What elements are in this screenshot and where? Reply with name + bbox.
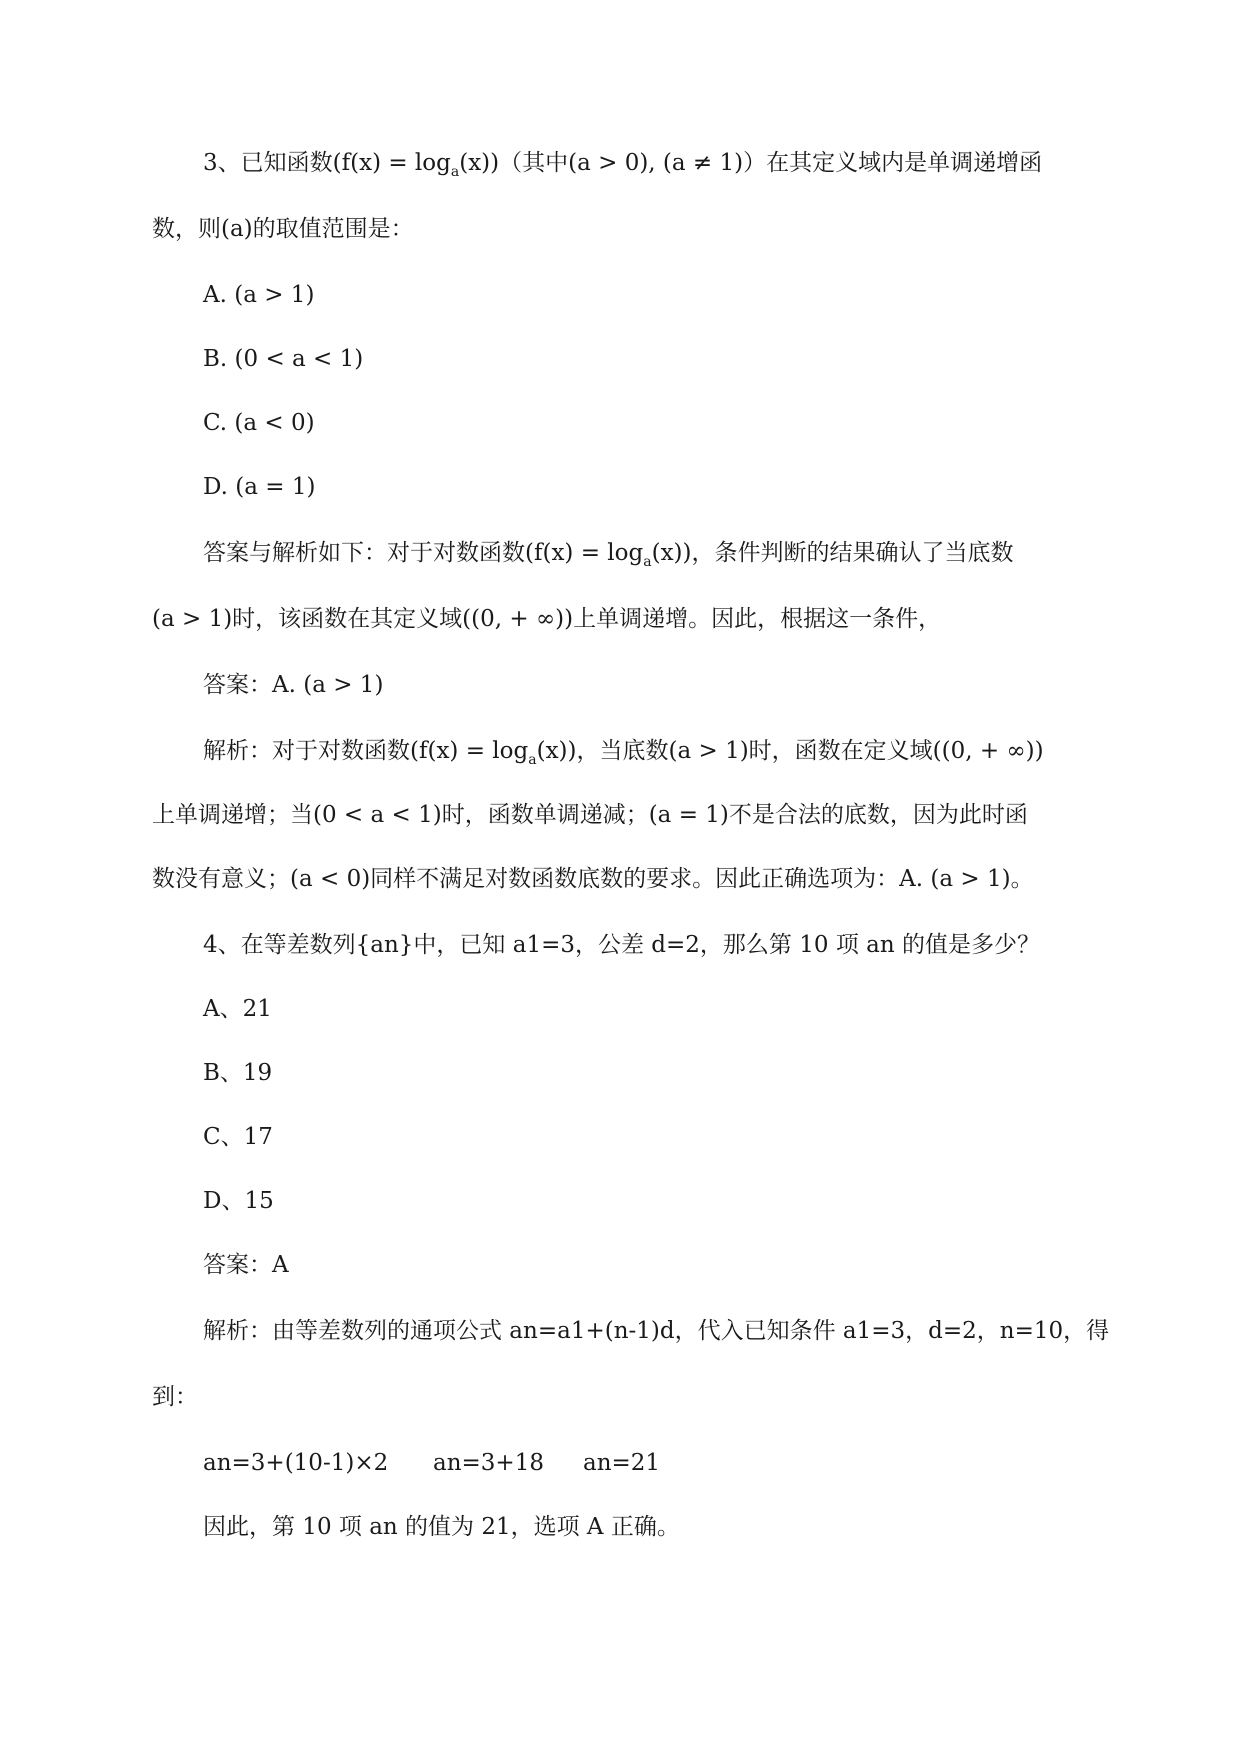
q3-option-d: D. (a = 1) xyxy=(203,474,316,500)
q4-step-3: an=21 xyxy=(583,1450,661,1476)
q3-option-a: A. (a > 1) xyxy=(203,282,315,308)
q3-question-line1: 3、已知函数$(f(x) = \log_a(x))$（其中(a > 0), (a ≠ 1)）在其定义域内是单调递增函 xyxy=(203,150,1043,180)
q3-explain-line2: (a > 1)时，该函数在其定义域((0, + ∞))上单调递增。因此，根据这一条件， xyxy=(152,606,942,632)
q3-analysis-line2: 上单调递增；当(0 < a < 1)时，函数单调递减；(a = 1)不是合法的底数，因为此时函 xyxy=(152,802,1028,828)
q3-option-b: B. (0 < a < 1) xyxy=(203,346,364,372)
q4-step-1: an=3+(10-1)×2 xyxy=(203,1450,389,1476)
q4-option-c: C、17 xyxy=(203,1124,273,1150)
q4-question: 4、在等差数列{an}中，已知 a1=3，公差 d=2，那么第 10 项 an 的值是多少？ xyxy=(203,932,1040,958)
q3-question-line2: 数，则(a)的取值范围是： xyxy=(152,216,414,242)
q4-option-d: D、15 xyxy=(203,1188,274,1214)
q3-analysis-line1: 解析：对于对数函数$(f(x) = \log_a(x))$，当底数(a > 1)时，函数在定义域((0, + ∞)) xyxy=(203,738,1044,768)
q4-option-a: A、21 xyxy=(203,996,272,1022)
q3-analysis-line3: 数没有意义；(a < 0)同样不满足对数函数底数的要求。因此正确选项为：A. (a > 1)。 xyxy=(152,866,1034,892)
q4-step-2: an=3+18 xyxy=(433,1450,544,1476)
q4-option-b: B、19 xyxy=(203,1060,273,1086)
q3-explain-line1: 答案与解析如下：对于对数函数$(f(x) = \log_a(x))$，条件判断的结果确认了当底数 xyxy=(203,540,1014,570)
q3-option-c: C. (a < 0) xyxy=(203,410,315,436)
q4-conclusion: 因此，第 10 项 an 的值为 21，选项 A 正确。 xyxy=(203,1514,680,1540)
q4-analysis-line1: 解析：由等差数列的通项公式 an=a1+(n-1)d，代入已知条件 a1=3，d=2，n=10，得 xyxy=(203,1318,1110,1344)
q4-answer: 答案：A xyxy=(203,1252,289,1278)
q4-analysis-line2: 到： xyxy=(152,1384,198,1410)
q3-answer: 答案：A. (a > 1) xyxy=(203,672,384,698)
